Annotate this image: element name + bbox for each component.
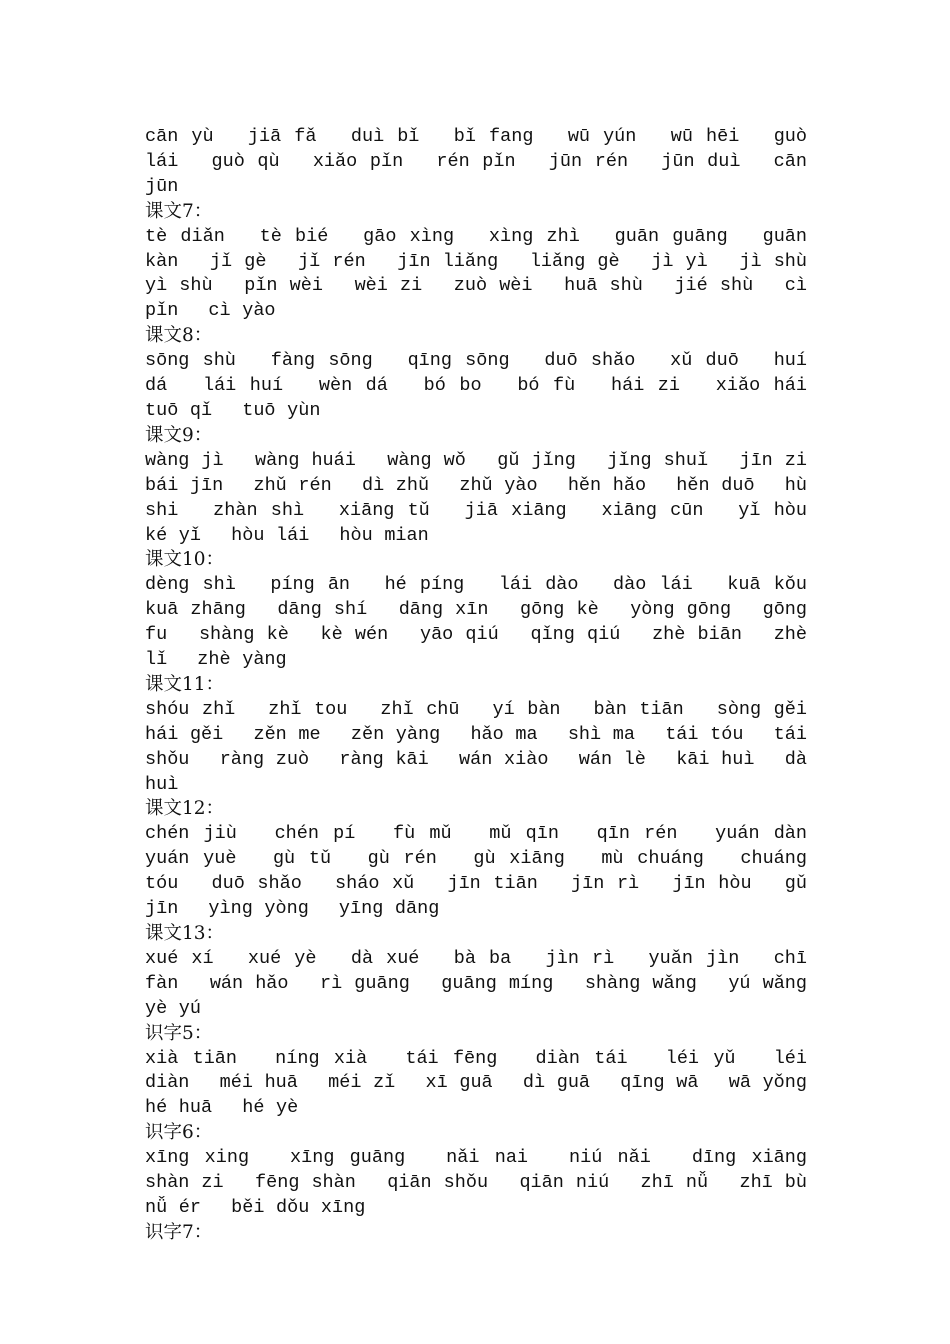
section-heading-lesson-12: 课文12： bbox=[145, 798, 225, 820]
pinyin-block-lesson-13: xué xí xué yè dà xué bà ba jìn rì yuǎn jìn chī fàn wán hǎo rì guāng guāng míng shàng wǎng yú wǎng yè yú bbox=[145, 947, 838, 1019]
pinyin-block-lesson-11: shóu zhǐ zhǐ tou zhǐ chū yí bàn bàn tiān sòng gěi hái gěi zěn me zěn yàng hǎo ma shì ma tái tóu tái shǒu ràng zuò ràng kāi wán xiào wán lè kāi huì dà huì bbox=[145, 698, 838, 795]
section-heading-lesson-8: 课文8： bbox=[145, 325, 213, 347]
pinyin-block-lesson-7: tè diǎn tè bié gāo xìng xìng zhì guān guāng guān kàn jǐ gè jǐ rén jīn liǎng liǎng gè jì yì jì shù yì shù pǐn wèi wèi zi zuò wèi huā shù jié shù cì pǐn cì yào bbox=[145, 225, 838, 322]
section-heading-literacy-7: 识字7： bbox=[145, 1221, 213, 1243]
section-heading-literacy-5: 识字5： bbox=[145, 1022, 213, 1044]
document-page bbox=[145, 125, 838, 1246]
section-heading-literacy-6: 识字6： bbox=[145, 1122, 213, 1144]
pinyin-block-lesson-12: chén jiù chén pí fù mǔ mǔ qīn qīn rén yuán dàn yuán yuè gù tǔ gù rén gù xiāng mù chuáng chuáng tóu duō shǎo sháo xǔ jīn tiān jīn rì jīn hòu gǔ jīn yìng yòng yīng dāng bbox=[145, 823, 838, 920]
pinyin-block-intro: cān yù jiā fǎ duì bǐ bǐ fang wū yún wū hēi guò lái guò qù xiǎo pǐn rén pǐn jūn rén jūn duì cān jūn bbox=[145, 126, 807, 197]
section-heading-lesson-9: 课文9： bbox=[145, 424, 213, 446]
section-heading-lesson-7: 课文7： bbox=[145, 200, 213, 222]
section-heading-lesson-10: 课文10： bbox=[145, 549, 225, 571]
section-heading-lesson-13: 课文13： bbox=[145, 923, 225, 944]
pinyin-block-literacy-5: xià tiān níng xià tái fēng diàn tái léi yǔ léi diàn méi huā méi zǐ xī guā dì guā qīng wā wā yǒng hé huā hé yè bbox=[145, 1047, 838, 1119]
pinyin-block-lesson-8: sōng shù fàng sōng qīng sōng duō shǎo xǔ duō huí dá lái huí wèn dá bó bo bó fù hái zi xiǎo hái tuō qǐ tuō yùn bbox=[145, 350, 838, 421]
pinyin-block-lesson-9: wàng jì wàng huái wàng wǒ gǔ jǐng jǐng shuǐ jīn zi bái jīn zhǔ rén dì zhǔ zhǔ yào hěn hǎo hěn duō hù shi zhàn shì xiāng tǔ jiā xiāng xiāng cūn yǐ hòu ké yǐ hòu lái hòu mian bbox=[145, 449, 838, 546]
section-heading-lesson-11: 课文11： bbox=[145, 673, 225, 695]
pinyin-block-lesson-10: dèng shì píng ān hé píng lái dào dào lái kuā kǒu kuā zhāng dāng shí dāng xīn gōng kè yòng gōng gōng fu shàng kè kè wén yāo qiú qǐng qiú zhè biān zhè lǐ zhè yàng bbox=[145, 574, 838, 671]
pinyin-block-literacy-6: xīng xing xīng guāng nǎi nai niú nǎi dīng xiāng shàn zi fēng shàn qiān shǒu qiān niú zhī nǚ zhī bù nǚ ér běi dǒu xīng bbox=[145, 1147, 838, 1218]
